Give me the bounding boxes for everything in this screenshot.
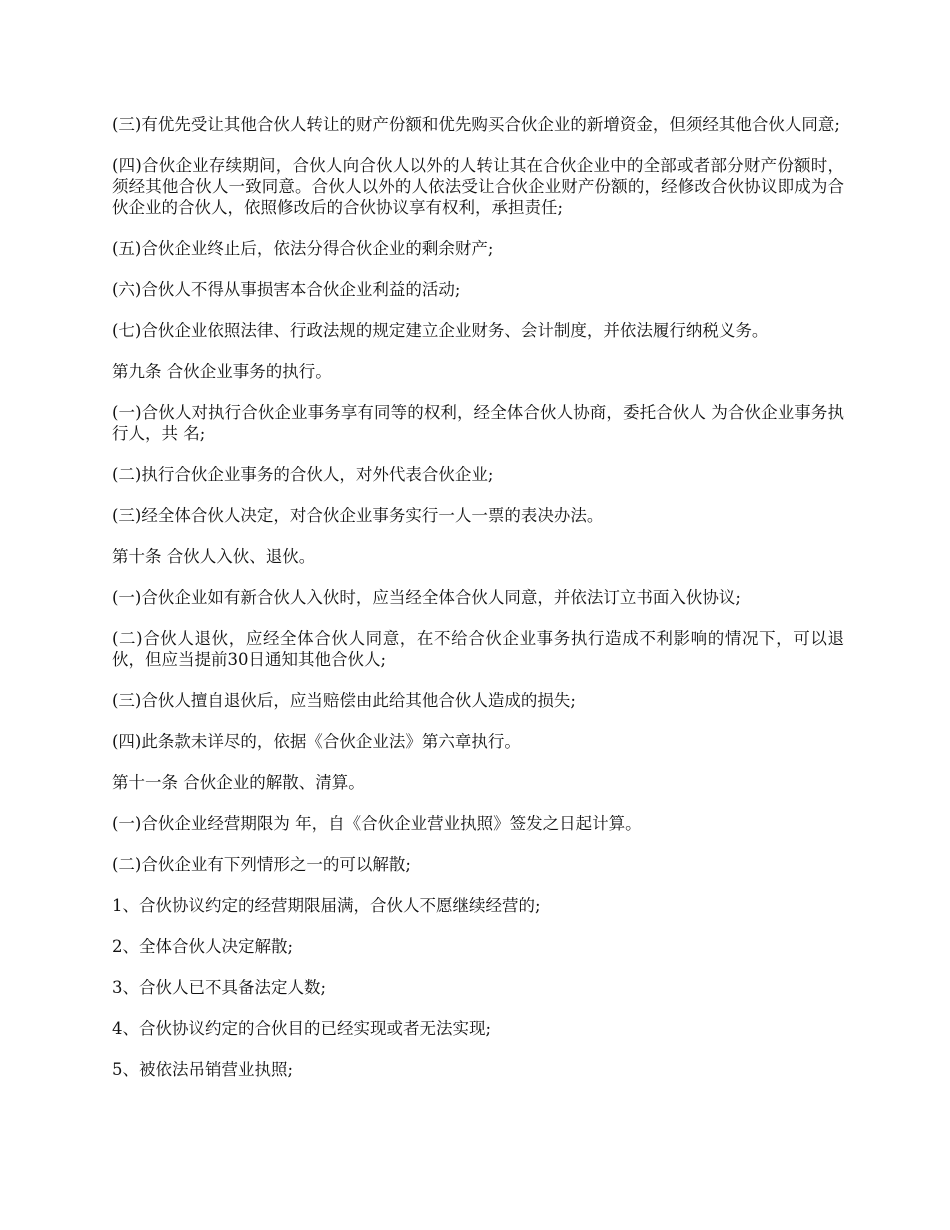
article-10-heading: 第十条 合伙人入伙、退伙。 [112, 547, 316, 566]
article-9-item-2: (二)执行合伙企业事务的合伙人，对外代表合伙企业; [112, 465, 494, 484]
dissolution-case-5: 5、被依法吊销营业执照; [112, 1060, 294, 1079]
dissolution-case-2: 2、全体合伙人决定解散; [112, 937, 294, 956]
paragraph-6-no-harmful-activity: (六)合伙人不得从事损害本合伙企业利益的活动; [112, 280, 461, 299]
article-11-heading: 第十一条 合伙企业的解散、清算。 [112, 773, 365, 792]
article-10-item-3: (三)合伙人擅自退伙后，应当赔偿由此给其他合伙人造成的损失; [112, 691, 576, 710]
article-9-item-1: (一)合伙人对执行合伙企业事务享有同等的权利，经全体合伙人协商，委托合伙人 为合伙企业事务执行人，共 名; [112, 403, 844, 443]
document-body [112, 114, 844, 1100]
article-9-item-3: (三)经全体合伙人决定，对合伙企业事务实行一人一票的表决办法。 [112, 506, 604, 525]
article-10-item-2: (二)合伙人退伙，应经全体合伙人同意，在不给合伙企业事务执行造成不利影响的情况下，可以退伙，但应当提前30日通知其他合伙人; [112, 629, 844, 669]
dissolution-case-4: 4、合伙协议约定的合伙目的已经实现或者无法实现; [112, 1019, 492, 1038]
article-10-item-4: (四)此条款未详尽的，依据《合伙企业法》第六章执行。 [112, 732, 521, 751]
dissolution-case-3: 3、合伙人已不具备法定人数; [112, 978, 327, 997]
article-11-item-1: (一)合伙企业经营期限为 年，自《合伙企业营业执照》签发之日起计算。 [112, 814, 642, 833]
dissolution-case-1: 1、合伙协议约定的经营期限届满，合伙人不愿继续经营的; [112, 896, 541, 915]
paragraph-4-transfer-of-share: (四)合伙企业存续期间，合伙人向合伙人以外的人转让其在合伙企业中的全部或者部分财产份额时，须经其他合伙人一致同意。合伙人以外的人依法受让合伙企业财产份额的，经修改合伙协议即成为合伙企业的合伙人，依照修改后的合伙协议享有权利，承担责任; [112, 156, 844, 217]
article-10-item-1: (一)合伙企业如有新合伙人入伙时，应当经全体合伙人同意，并依法订立书面入伙协议; [112, 588, 741, 607]
paragraph-3-right-of-first-refusal: (三)有优先受让其他合伙人转让的财产份额和优先购买合伙企业的新增资金，但须经其他合伙人同意; [112, 115, 840, 134]
article-9-heading: 第九条 合伙企业事务的执行。 [112, 362, 332, 381]
article-11-item-2: (二)合伙企业有下列情形之一的可以解散; [112, 855, 411, 874]
paragraph-7-finance-and-tax: (七)合伙企业依照法律、行政法规的规定建立企业财务、会计制度，并依法履行纳税义务。 [112, 321, 769, 340]
paragraph-5-remaining-property: (五)合伙企业终止后，依法分得合伙企业的剩余财产; [112, 239, 494, 258]
